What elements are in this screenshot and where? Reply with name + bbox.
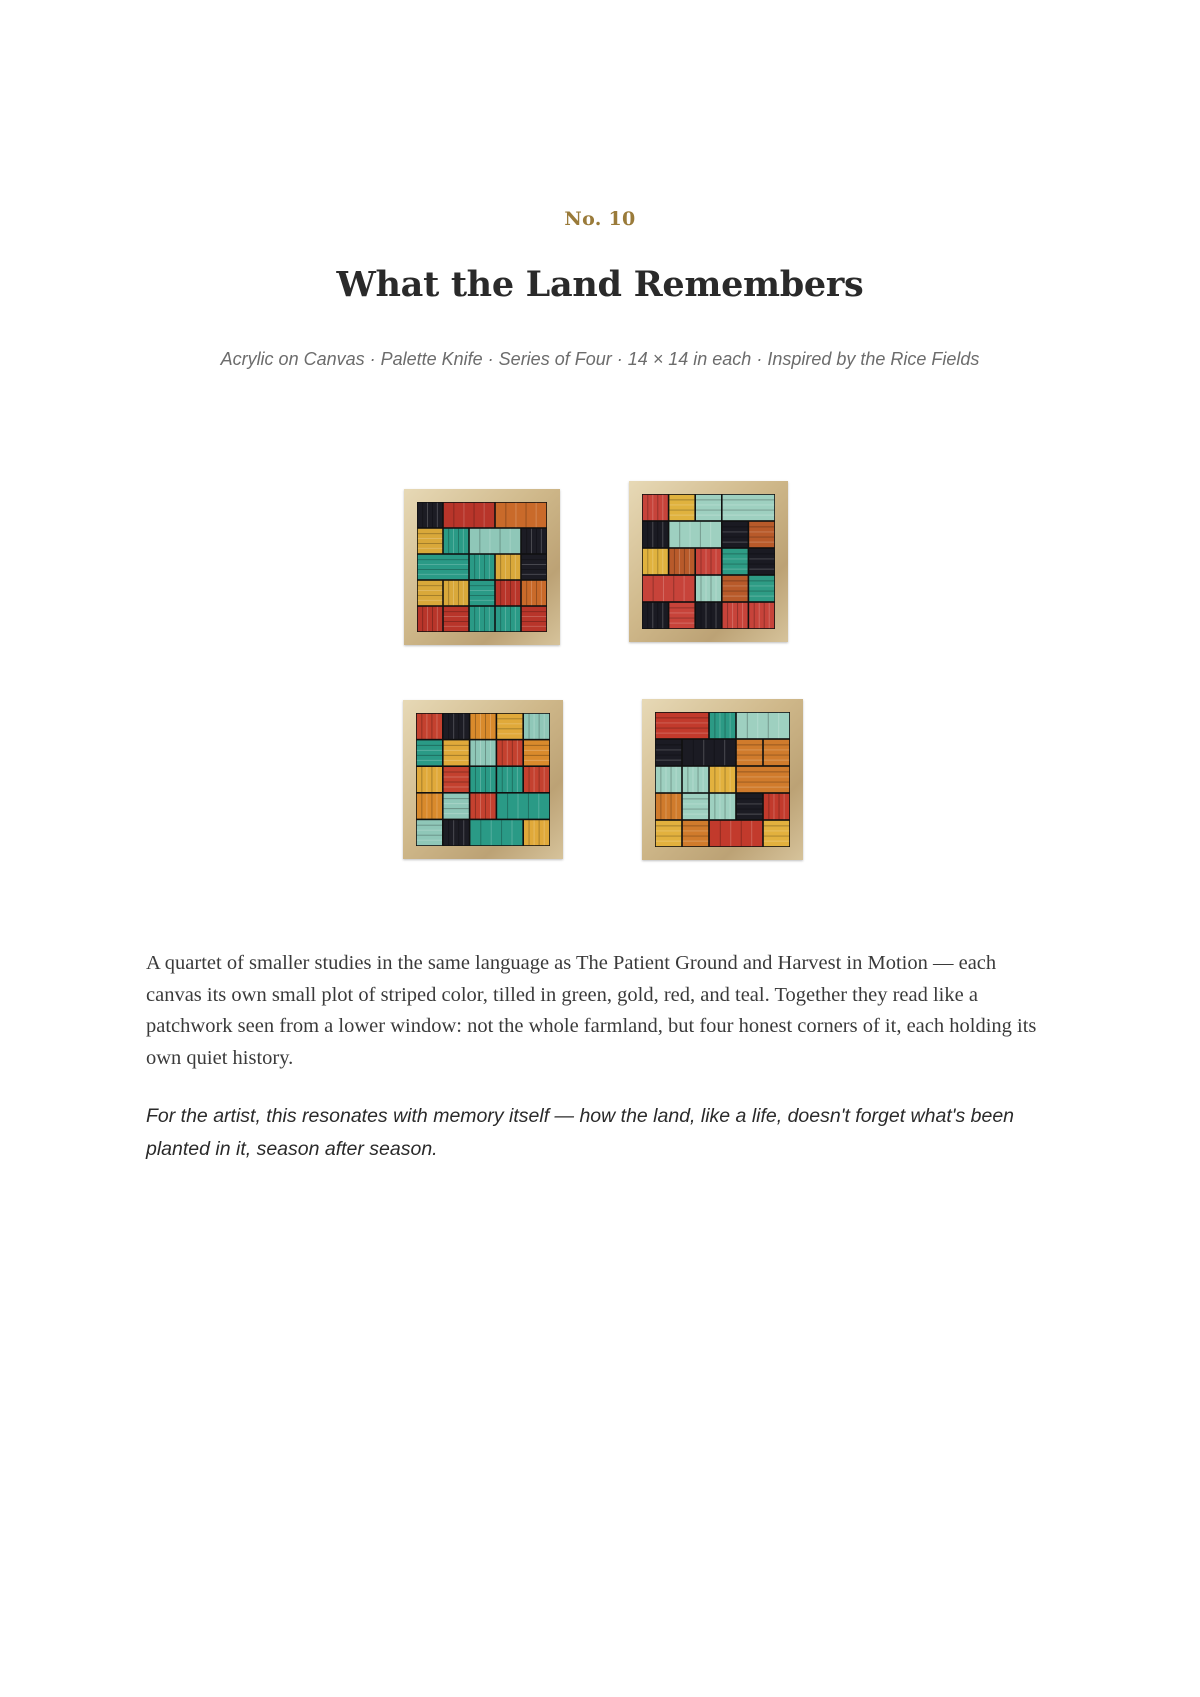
description-paragraph: A quartet of smaller studies in the same language as The Patient Ground and Harvest in Motion — each canvas its own small plot of striped color, tilled in green, gold, red, and teal. Together they read like a patchwork seen from a lower window: not the whole farmland, but four honest corners of it, each holding its own quiet history. (146, 952, 1037, 1069)
artist-quote: For the artist, this resonates with memory itself — how the land, like a life, doesn't forget what's been planted in it, season after season. (146, 1105, 1015, 1160)
artwork-panel-1 (404, 489, 560, 645)
artwork-panel-2 (629, 481, 788, 642)
painting-4 (655, 712, 790, 847)
painting-2 (642, 494, 775, 629)
artwork-details: Acrylic on Canvas · Palette Knife · Series of Four · 14 × 14 in each · Inspired by the Rice Fields (220, 349, 980, 369)
page-title: What the Land Remembers (336, 264, 864, 305)
artwork-canvas (417, 502, 547, 632)
painting-3 (416, 713, 550, 846)
artwork-canvas (642, 494, 775, 629)
artwork-canvas (416, 713, 550, 846)
artwork-panel-3 (403, 700, 563, 859)
artwork-number: No. 10 (564, 208, 636, 230)
painting-1 (417, 502, 547, 632)
artwork-canvas (655, 712, 790, 847)
artwork-panel-4 (642, 699, 803, 860)
